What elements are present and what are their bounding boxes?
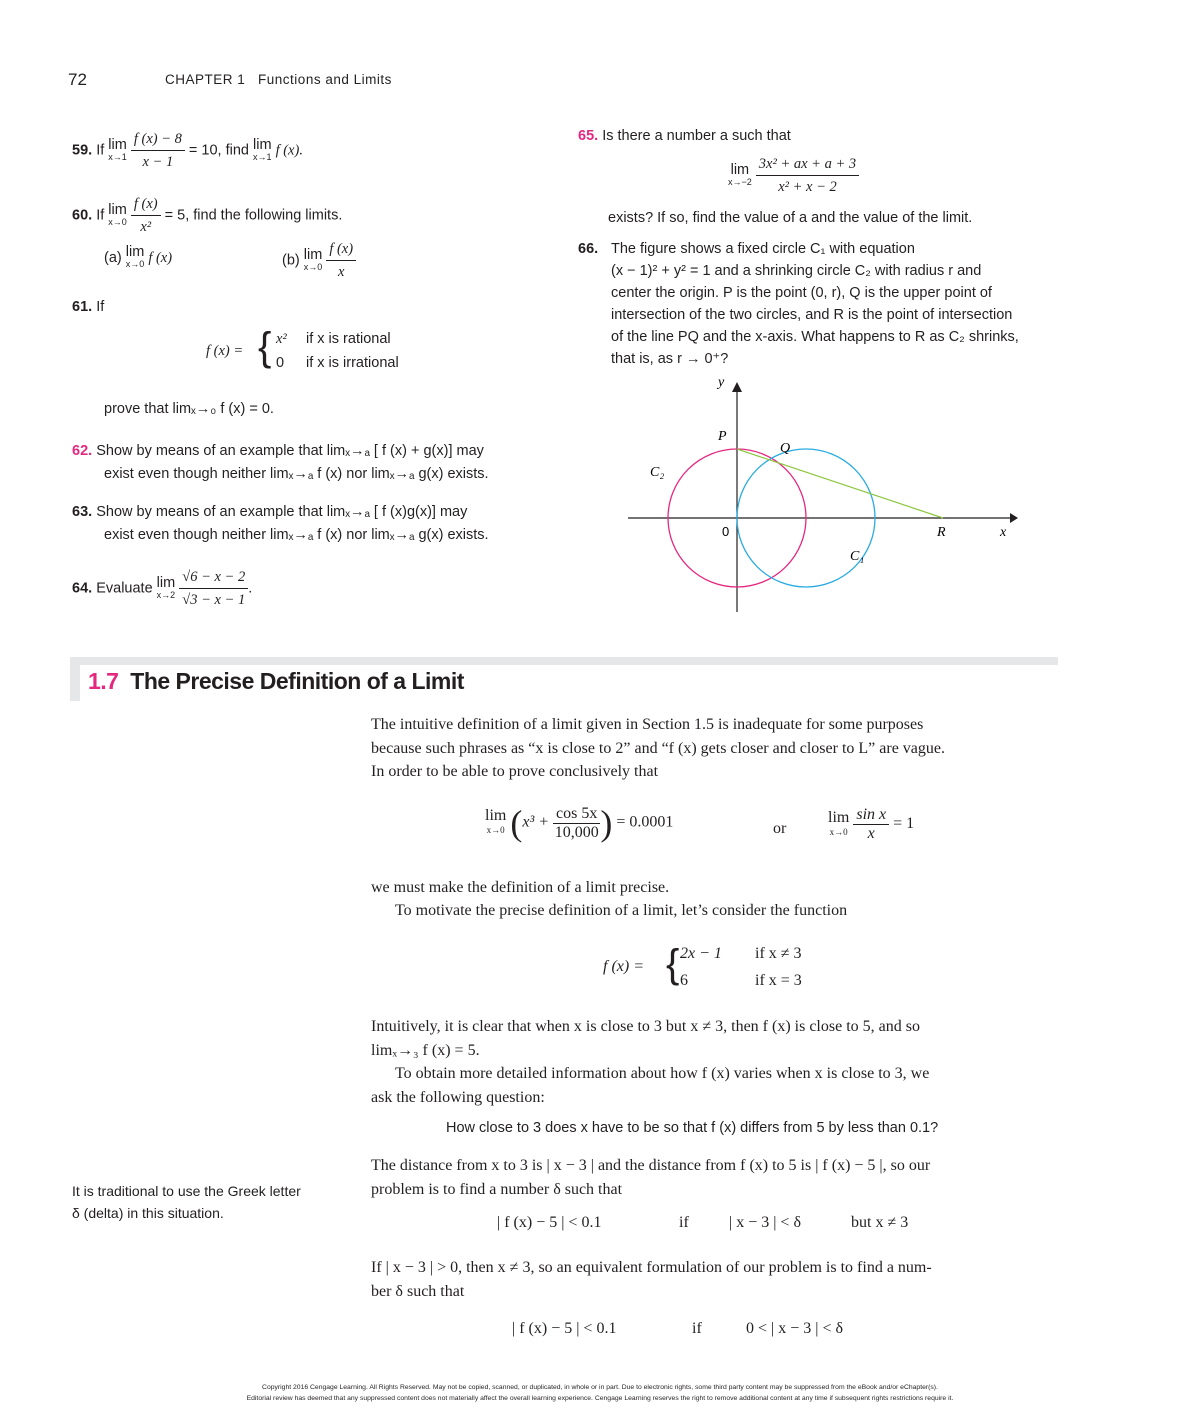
lim-operator: lim: [303, 246, 323, 263]
right-paren: ): [600, 803, 613, 843]
fraction-denominator: x²: [140, 219, 152, 235]
exercise-number: 61.: [72, 299, 93, 315]
point-r-label: R: [937, 525, 946, 540]
text-line: The figure shows a fixed circle C₁ with equation: [611, 241, 915, 257]
fraction-denominator: x² + x − 2: [778, 179, 837, 195]
text-line: If | x − 3 | > 0, then x ≠ 3, so an equivalent formulation of our problem is to find a num-: [371, 1259, 932, 1276]
text-line: center the origin. P is the point (0, r), Q is the upper point of: [611, 285, 992, 301]
case-value: x²: [276, 331, 287, 347]
paragraph-3: To motivate the precise definition of a limit, let’s consider the function: [395, 902, 848, 919]
lim-operator: lim: [108, 201, 127, 218]
fraction-numerator: cos 5x: [553, 805, 600, 824]
exercise-number: 66.: [578, 241, 599, 257]
x-axis-arrow-icon: [1010, 513, 1018, 523]
equation-limit-1: [485, 802, 673, 844]
lim-operator: lim: [108, 136, 127, 153]
piecewise-case-1: [680, 945, 802, 963]
exercise-text: f (x).: [275, 142, 303, 159]
lim-operator: lim: [730, 161, 750, 178]
case-condition: if x is irrational: [306, 355, 399, 371]
point-q-label: Q: [780, 441, 791, 456]
part-label: (a): [104, 249, 122, 266]
point-p-label: P: [718, 429, 727, 444]
text-line: intersection of the two circles, and R is the point of intersection: [611, 307, 1013, 323]
case-value: 6: [680, 972, 688, 989]
lim-subscript: x→0: [108, 216, 127, 227]
section-divider: [70, 657, 1058, 665]
lim-subscript: x→0: [303, 261, 323, 272]
left-paren: (: [510, 803, 523, 843]
question-text: How close to 3 does x have to be so that f (x) differs from 5 by less than 0.1?: [446, 1120, 939, 1136]
y-axis-arrow-icon: [732, 382, 742, 392]
exercise-61: [72, 296, 104, 318]
paragraph-6: [371, 1154, 1071, 1201]
line-pq: [737, 449, 943, 518]
exercise-66-text: [611, 238, 1071, 370]
lim-operator: lim: [485, 807, 507, 824]
exercise-text: Evaluate: [96, 580, 153, 597]
copyright-line: Copyright 2016 Cengage Learning. All Rights Reserved. May not be copied, scanned, or duplicated, in whole or in part. Due to electronic rights, some third party content may be suppressed from the eBook and/or eChapter(s).: [262, 1384, 938, 1391]
exercise-62: [72, 440, 484, 462]
lim-operator: lim: [828, 808, 850, 826]
exercise-65-limit: [728, 153, 859, 198]
x-axis-label: x: [1000, 525, 1007, 540]
chapter-label: CHAPTER 1: [165, 72, 246, 87]
lim-subscript: x→1: [253, 151, 272, 162]
lim-subscript: x→2: [156, 589, 176, 600]
lim-operator: lim: [156, 574, 176, 591]
expression: 0 < | x − 3 | < δ: [746, 1320, 844, 1337]
section-heading: [88, 668, 464, 695]
piecewise-case-1: [276, 328, 391, 350]
copyright-line: Editorial review has deemed that any suppressed content does not materially affect the overall learning experience. Cengage Learning reserves the right to remove additional content at any time if subsequent rights restrictions require it.: [246, 1395, 954, 1402]
text-line: δ (delta) in this situation.: [72, 1205, 224, 1221]
exercise-64: [72, 566, 252, 611]
part-label: (b): [282, 252, 300, 269]
fraction-denominator: x: [337, 264, 345, 280]
text-line: It is traditional to use the Greek letter: [72, 1183, 301, 1199]
piecewise-case-2: [276, 352, 399, 374]
exercise-text: Show by means of an example that limₓ→ₐ [ f (x)g(x)] may: [96, 504, 468, 520]
text-line: In order to be able to prove conclusively that: [371, 763, 659, 780]
margin-note: [72, 1180, 301, 1224]
text-line: To obtain more detailed information about how f (x) varies when x is close to 3, we: [395, 1065, 930, 1082]
exercise-text: Is there a number a such that: [602, 128, 791, 144]
equation-inequality-1: [497, 1214, 908, 1232]
exercise-text: = 5, find the following limits.: [164, 207, 343, 224]
text-line: The intuitive definition of a limit given in Section 1.5 is inadequate for some purposes: [371, 716, 924, 733]
paragraph-4: [371, 1015, 1071, 1062]
fraction-numerator: √6 − x − 2: [179, 566, 248, 589]
lim-subscript: x→−2: [728, 176, 752, 187]
expression: | f (x) − 5 | < 0.1: [512, 1320, 617, 1337]
left-brace: {: [666, 942, 680, 986]
exercise-number: 65.: [578, 128, 599, 144]
text-line: of the line PQ and the x-axis. What happens to R as C₂ shrinks,: [611, 329, 1019, 345]
expression: = 0.0001: [616, 813, 674, 831]
fraction-numerator: f (x): [131, 193, 161, 216]
exercise-66: [578, 238, 598, 260]
piecewise-lhs: f (x) =: [603, 958, 644, 975]
case-value: 0: [276, 355, 285, 371]
exercise-text: exist even though neither limₓ→ₐ f (x) nor limₓ→ₐ g(x) exists.: [104, 466, 489, 482]
text-line: because such phrases as “x is close to 2” and “f (x) gets closer and closer to L” are vague.: [371, 739, 945, 757]
text-line: that is, as r → 0⁺?: [611, 351, 729, 367]
fraction-numerator: f (x) − 8: [131, 128, 185, 151]
lim-operator: lim: [253, 136, 272, 153]
equation-limit-2: [828, 806, 914, 843]
exercise-63: [72, 501, 467, 523]
case-value: 2x − 1: [680, 945, 722, 962]
fraction-denominator: x − 1: [142, 154, 174, 170]
expression: = 1: [893, 815, 915, 833]
exercise-text: exists? If so, find the value of a and the value of the limit.: [608, 210, 973, 226]
circle-c2-label: C₂: [650, 465, 665, 480]
text-line: problem is to find a number δ such that: [371, 1180, 623, 1198]
exercise-number: 63.: [72, 504, 93, 520]
lim-subscript: x→1: [108, 151, 127, 162]
text-line: The distance from x to 3 is | x − 3 | and the distance from f (x) to 5 is | f (x) − 5 |, so our: [371, 1157, 931, 1174]
page-number: 72: [68, 70, 87, 89]
fraction-denominator: √3 − x − 1: [182, 592, 246, 608]
if-label: if: [692, 1320, 702, 1337]
copyright-footer: [0, 1382, 1200, 1404]
exercise-text: exist even though neither limₓ→ₐ f (x) nor limₓ→ₐ g(x) exists.: [104, 527, 489, 543]
expression: but x ≠ 3: [851, 1214, 909, 1231]
circles-figure: [600, 376, 1040, 626]
fraction-numerator: f (x): [326, 238, 356, 261]
section-corner: [70, 657, 80, 701]
chapter-title: Functions and Limits: [258, 72, 392, 87]
exercise-60-part-b: [282, 238, 356, 283]
exercise-number: 59.: [72, 142, 93, 159]
paragraph-2: we must make the definition of a limit precise.: [371, 879, 670, 896]
exercise-text: Show by means of an example that limₓ→ₐ [ f (x) + g(x)] may: [96, 443, 484, 459]
expression: f (x): [148, 249, 173, 266]
exercise-number: 60.: [72, 207, 93, 224]
paragraph-1: [371, 713, 1071, 784]
fraction-denominator: x: [867, 825, 875, 842]
equation-inequality-2: [512, 1320, 843, 1338]
lim-subscript: x→0: [829, 826, 848, 837]
piecewise-case-2: [680, 972, 802, 990]
text-line: limₓ→₃ f (x) = 5.: [371, 1041, 480, 1059]
lim-subscript: x→0: [125, 259, 145, 269]
exercise-text: If: [96, 142, 105, 159]
expression: | f (x) − 5 | < 0.1: [497, 1214, 602, 1231]
fraction-numerator: 3x² + ax + a + 3: [756, 153, 859, 176]
circle-c1-label: C₁: [850, 549, 865, 564]
exercise-59: [72, 128, 303, 173]
case-condition: if x = 3: [755, 972, 802, 989]
fraction-denominator: 10,000: [554, 823, 599, 841]
running-header: [165, 72, 392, 87]
text-line: ber δ such that: [371, 1282, 465, 1300]
expression: f (x) =: [206, 343, 244, 359]
exercise-60: [72, 193, 342, 238]
exercise-text: If: [96, 299, 105, 315]
piecewise-lhs: [206, 340, 243, 362]
fraction-numerator: sin x: [853, 806, 889, 825]
expression: | x − 3 | < δ: [729, 1214, 801, 1231]
section-number: 1.7: [88, 668, 119, 694]
lim-subscript: x→0: [486, 825, 505, 835]
or-label: or: [773, 820, 787, 837]
text-line: ask the following question:: [371, 1088, 545, 1106]
case-condition: if x ≠ 3: [755, 945, 802, 962]
text-line: (x − 1)² + y² = 1 and a shrinking circle C₂ with radius r and: [611, 263, 982, 279]
text-line: Intuitively, it is clear that when x is close to 3 but x ≠ 3, then f (x) is close to 5, and so: [371, 1018, 920, 1035]
exercise-60-part-a: [104, 246, 172, 270]
if-label: if: [679, 1214, 689, 1231]
y-axis-label: y: [718, 376, 725, 390]
paragraph-5: [371, 1062, 1071, 1109]
exercise-65: [578, 125, 791, 147]
exercise-text: = 10, find: [188, 142, 249, 159]
left-brace: {: [258, 325, 272, 369]
paragraph-7: [371, 1256, 1071, 1303]
exercise-number: 64.: [72, 580, 93, 597]
expression: x³ +: [522, 813, 550, 831]
exercise-text: If: [96, 207, 105, 224]
origin-label: 0: [722, 524, 730, 539]
section-title: The Precise Definition of a Limit: [130, 668, 464, 694]
case-condition: if x is rational: [306, 331, 391, 347]
lim-operator: lim: [125, 244, 145, 260]
exercise-61-prove: prove that limₓ→₀ f (x) = 0.: [104, 401, 274, 417]
exercise-number: 62.: [72, 443, 93, 459]
exercise-text: .: [248, 580, 253, 597]
